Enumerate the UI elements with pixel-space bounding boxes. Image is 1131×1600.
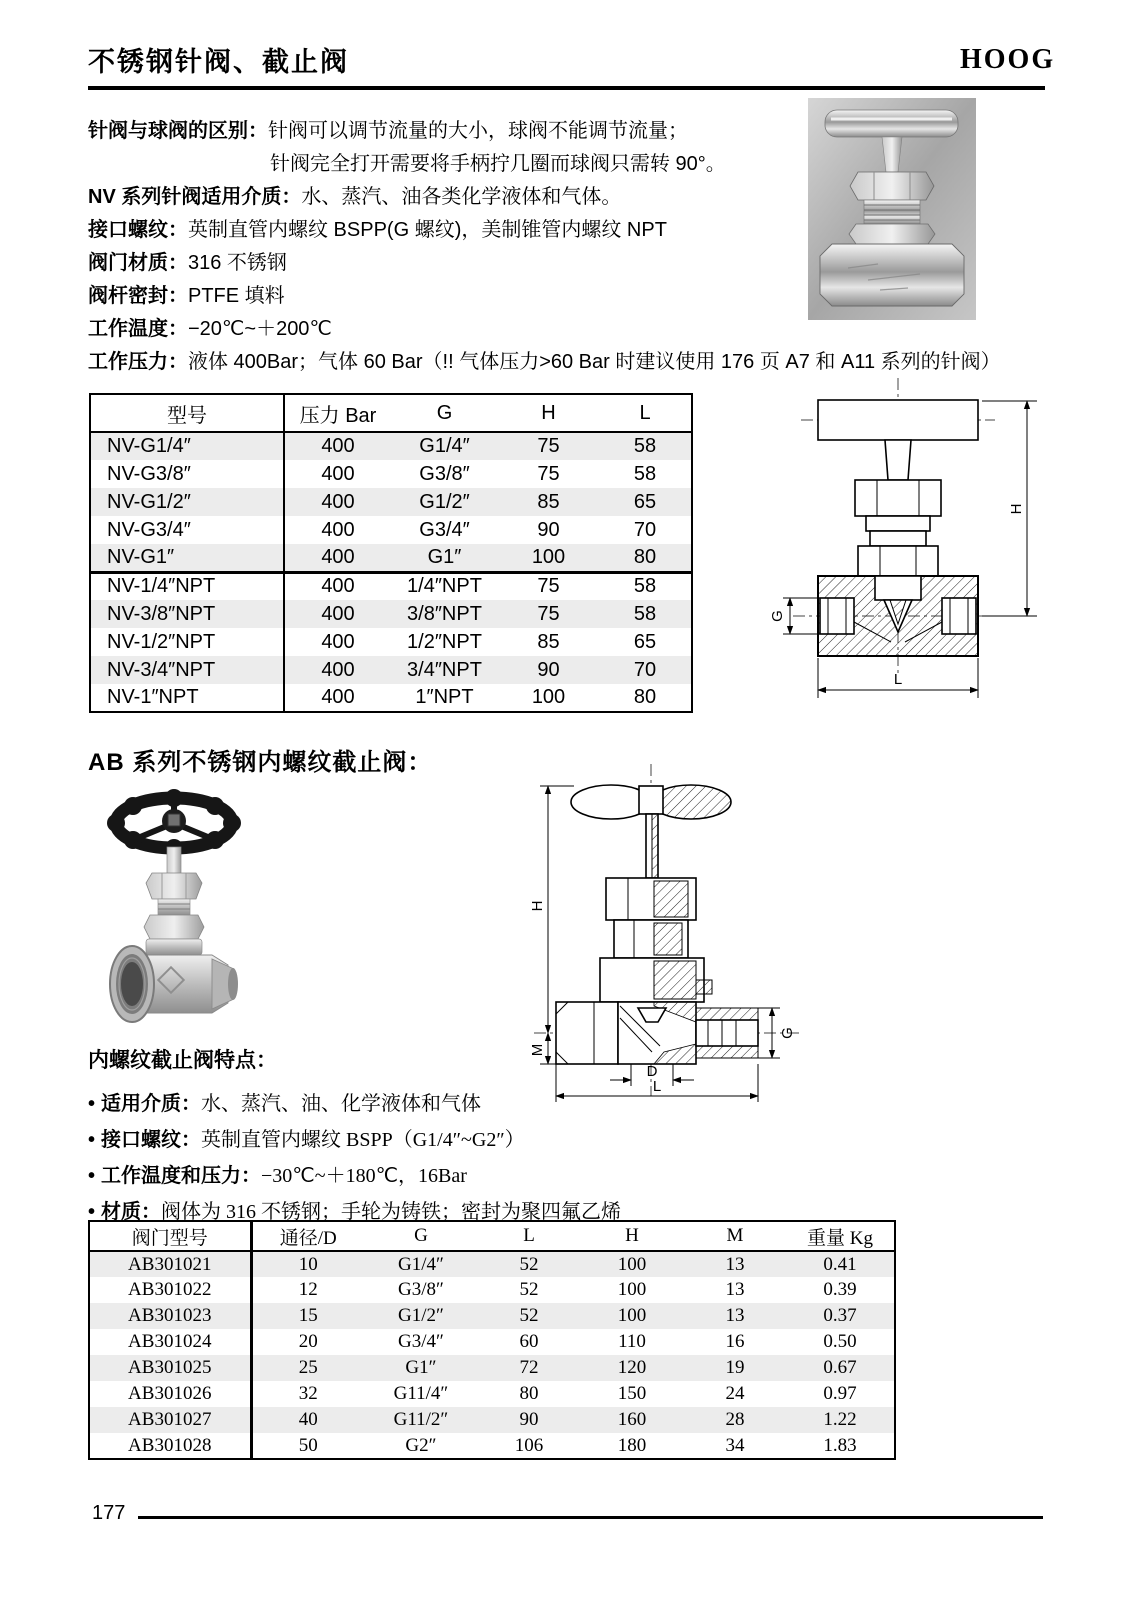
table-cell: G1/2″ — [364, 1303, 478, 1329]
spec-line — [88, 316, 1068, 349]
dim-label-m: M — [529, 1043, 546, 1057]
table-cell: AB301026 — [89, 1381, 251, 1407]
ab-series-table — [88, 1220, 896, 1460]
spec-text: 针阀完全打开需要将手柄拧几圈而球阀只需转 90°。 — [270, 153, 726, 175]
table-row — [90, 544, 692, 572]
table-cell: NV-G3/8″ — [90, 460, 284, 488]
table-cell: 180 — [617, 1434, 647, 1456]
table-cell: 100 — [498, 544, 599, 572]
ab-section-heading: AB 系列不锈钢内螺纹截止阀： — [88, 749, 433, 776]
table-cell: 120 — [580, 1355, 684, 1381]
dim-label-h: H — [529, 900, 546, 912]
table-cell: 20 — [298, 1331, 318, 1352]
table-row — [89, 1433, 895, 1459]
table-cell: 16 — [725, 1331, 745, 1352]
table-cell: AB301023 — [89, 1303, 251, 1329]
valve-body — [820, 244, 964, 306]
feature-item — [88, 1163, 728, 1199]
page-title: 不锈钢针阀、截止阀 — [88, 47, 349, 77]
table-cell: 10 — [251, 1251, 364, 1277]
table-cell: 110 — [618, 1331, 646, 1352]
table-cell: AB301021 — [89, 1251, 251, 1277]
spec-text: 针阀可以调节流量的大小，球阀不能调节流量； — [268, 120, 688, 142]
header-row — [90, 394, 692, 432]
table-row — [89, 1303, 895, 1329]
right-port — [942, 598, 976, 634]
right-port-bore — [696, 1020, 758, 1046]
table-cell: 52 — [478, 1251, 580, 1277]
table-row — [90, 432, 692, 460]
table-cell: 160 — [580, 1407, 684, 1433]
bullet-icon: • — [88, 1093, 96, 1115]
table-cell: 90 — [537, 518, 560, 541]
table-cell: AB301025 — [89, 1355, 251, 1381]
table-cell: 1/4″NPT — [407, 575, 482, 598]
dim-label-h: H — [1008, 503, 1025, 515]
table-row — [90, 656, 692, 684]
table-cell: G3/8″ — [398, 1279, 444, 1300]
table-cell: 400 — [284, 432, 391, 460]
packing-nut — [146, 873, 202, 899]
table-cell: AB301024 — [89, 1329, 251, 1355]
table-cell: 52 — [519, 1279, 539, 1300]
table-cell: G1″ — [391, 544, 498, 572]
table-cell: NV-G1/4″ — [90, 432, 284, 460]
table-cell: 400 — [284, 656, 391, 684]
table-cell: 80 — [519, 1383, 539, 1404]
column-header: G — [364, 1221, 478, 1251]
column-header: 压力 Bar — [284, 394, 391, 432]
feature-text: 英制直管内螺纹 BSPP（G1/4″~G2″） — [201, 1129, 525, 1151]
bonnet-hex — [144, 915, 204, 939]
table-cell: 15 — [251, 1303, 364, 1329]
stem — [167, 847, 181, 875]
table-cell: 0.67 — [786, 1355, 895, 1381]
feature-item — [88, 1091, 728, 1127]
spec-text: 316 不锈钢 — [188, 252, 287, 274]
table-row — [89, 1251, 895, 1277]
table-cell: G3/4″ — [419, 518, 470, 541]
table-cell: 400 — [284, 488, 391, 516]
t-bar-handle — [825, 110, 958, 137]
feature-text: −30℃~＋180℃，16Bar — [261, 1165, 467, 1187]
table-cell: 400 — [284, 600, 391, 628]
bullet-icon: • — [88, 1165, 96, 1187]
dim-label-g: G — [779, 1027, 796, 1039]
nv-series-table — [89, 393, 693, 713]
table-cell: G1/4″ — [391, 432, 498, 460]
bonnet-hex — [849, 224, 935, 244]
table-cell: 80 — [633, 686, 657, 708]
table-cell: 34 — [725, 1434, 745, 1456]
table-cell: G11/4″ — [393, 1383, 449, 1404]
table-row — [90, 516, 692, 544]
spec-label: 阀门材质： — [88, 252, 188, 274]
table-row — [89, 1381, 895, 1407]
column-header: 通径/D — [251, 1221, 364, 1251]
bonnet-hex-section — [858, 546, 938, 576]
table-row — [90, 628, 692, 656]
bullet-icon: • — [88, 1129, 96, 1151]
header-divider — [88, 86, 1045, 90]
table-cell: G1/2″ — [391, 488, 498, 516]
column-header: 重量 Kg — [786, 1221, 895, 1251]
table-cell: G3/8″ — [419, 462, 470, 485]
header-row — [89, 1221, 895, 1251]
table-cell: 100 — [531, 686, 566, 708]
spec-label: NV 系列针阀适用介质： — [88, 186, 302, 208]
table-cell: NV-1/2″NPT — [90, 628, 284, 656]
table-row — [90, 572, 692, 600]
dim-label-l: L — [893, 671, 903, 688]
right-port-wall — [696, 1008, 758, 1020]
table-cell: NV-3/8″NPT — [90, 600, 284, 628]
page-number: 177 — [92, 1502, 126, 1524]
table-cell: 13 — [725, 1279, 745, 1300]
table-cell: 106 — [514, 1434, 544, 1456]
footer-divider — [138, 1516, 1043, 1519]
table-cell: 75 — [498, 600, 599, 628]
table-row — [90, 488, 692, 516]
table-row — [89, 1407, 895, 1433]
table-cell: 0.41 — [786, 1251, 895, 1277]
table-cell: 100 — [617, 1279, 647, 1300]
column-header: G — [391, 394, 498, 432]
packing-nut — [850, 172, 934, 200]
table-cell: 90 — [498, 656, 599, 684]
dim-label-g: G — [769, 610, 786, 622]
spec-text: PTFE 填料 — [188, 285, 285, 307]
table-cell: AB301027 — [89, 1407, 251, 1433]
table-cell: NV-3/4″NPT — [90, 656, 284, 684]
packing-nut-section — [855, 480, 941, 516]
table-cell: 400 — [321, 462, 355, 485]
table-cell: 65 — [633, 630, 657, 653]
table-cell: 3/4″NPT — [391, 656, 498, 684]
table-cell: 65 — [599, 488, 692, 516]
feature-item — [88, 1127, 728, 1163]
table-cell: AB301022 — [89, 1277, 251, 1303]
table-cell: 58 — [599, 600, 692, 628]
table-cell: 1.83 — [823, 1434, 857, 1456]
table-cell: 75 — [498, 432, 599, 460]
table-cell: 32 — [298, 1383, 318, 1404]
table-cell: G11/2″ — [364, 1407, 478, 1433]
table-cell: 1″NPT — [415, 686, 474, 708]
table-cell: NV-G3/4″ — [90, 516, 284, 544]
table-cell: 70 — [599, 656, 692, 684]
column-header: L — [599, 394, 692, 432]
wheel-hub — [639, 786, 663, 814]
bonnet-flange — [146, 939, 202, 955]
feature-label: 材质： — [101, 1201, 162, 1223]
feature-label: 适用介质： — [101, 1093, 202, 1115]
table-cell: 58 — [633, 462, 657, 485]
table-row — [89, 1329, 895, 1355]
table-cell: NV-1″NPT — [90, 684, 284, 712]
table-cell: G2″ — [405, 1434, 437, 1456]
column-header: L — [478, 1221, 580, 1251]
spec-label: 针阀与球阀的区别： — [88, 120, 268, 142]
table-cell: 400 — [321, 630, 355, 653]
ab-features — [88, 1044, 728, 1235]
table-cell: 100 — [580, 1251, 684, 1277]
table-cell: 0.97 — [823, 1383, 857, 1404]
gland — [158, 899, 190, 915]
table-cell: 80 — [599, 544, 692, 572]
table-cell: 58 — [633, 575, 657, 598]
table-cell: 70 — [633, 518, 657, 541]
column-header: M — [684, 1221, 786, 1251]
bullet-icon: • — [88, 1201, 96, 1223]
spec-text: 水、蒸汽、油各类化学液体和气体。 — [301, 186, 622, 208]
spec-label: 阀杆密封： — [88, 285, 188, 307]
table-cell: 0.39 — [823, 1279, 857, 1300]
table-cell: 13 — [684, 1251, 786, 1277]
table-cell: 75 — [537, 462, 560, 485]
needle-valve-photo — [808, 98, 976, 320]
feature-label: 工作温度和压力： — [101, 1165, 262, 1187]
table-cell: 50 — [298, 1434, 318, 1456]
table-cell: G1/4″ — [364, 1251, 478, 1277]
table-cell: 100 — [580, 1303, 684, 1329]
handle-section — [818, 400, 978, 440]
table-cell: 40 — [251, 1407, 364, 1433]
globe-valve-photo — [106, 787, 242, 1027]
table-cell: 400 — [321, 686, 355, 708]
table-cell: 150 — [617, 1383, 647, 1404]
spec-text: 英制直管内螺纹 BSPP(G 螺纹)，美制锥管内螺纹 NPT — [188, 219, 667, 241]
table-row — [90, 684, 692, 712]
feature-text: 水、蒸汽、油、化学液体和气体 — [201, 1093, 482, 1115]
table-cell: 1.22 — [786, 1407, 895, 1433]
spec-label: 工作温度： — [88, 318, 188, 340]
table-row — [90, 600, 692, 628]
stem-section — [885, 440, 911, 480]
table-cell: G1″ — [364, 1355, 478, 1381]
spec-text: −20℃~＋200℃ — [188, 318, 332, 340]
column-header: 阀门型号 — [89, 1221, 251, 1251]
feature-label: 接口螺纹： — [101, 1129, 202, 1151]
table-cell: NV-1/4″NPT — [90, 572, 284, 600]
table-row — [89, 1277, 895, 1303]
table-cell: 85 — [537, 630, 560, 653]
table-cell: 12 — [298, 1279, 318, 1300]
dim-label-d: D — [646, 1063, 658, 1080]
table-cell: 24 — [725, 1383, 745, 1404]
column-header: H — [498, 394, 599, 432]
table-cell: 52 — [478, 1303, 580, 1329]
spec-label: 接口螺纹： — [88, 219, 188, 241]
table-cell: 60 — [519, 1331, 539, 1352]
left-port — [820, 598, 854, 634]
table-row — [90, 460, 692, 488]
table-cell: 85 — [498, 488, 599, 516]
table-cell: 400 — [284, 544, 391, 572]
table-cell: 400 — [321, 518, 355, 541]
brand-logo: HOOG — [960, 44, 1056, 75]
table-cell: 13 — [684, 1303, 786, 1329]
table-cell: 28 — [684, 1407, 786, 1433]
table-cell: 90 — [478, 1407, 580, 1433]
needle-valve-drawing — [763, 372, 1095, 712]
table-cell: 58 — [599, 432, 692, 460]
table-cell: 72 — [478, 1355, 580, 1381]
table-cell: 1/2″NPT — [407, 630, 482, 653]
feature-text: 阀体为 316 不锈钢；手轮为铸铁；密封为聚四氟乙烯 — [161, 1201, 622, 1223]
spec-text: 液体 400Bar；气体 60 Bar（!! 气体压力>60 Bar 时建议使用 176 页 A7 和 A11 系列的针阀） — [188, 351, 1001, 373]
spec-label: 工作压力： — [88, 351, 188, 373]
table-cell: 3/8″NPT — [391, 600, 498, 628]
table-cell: AB301028 — [89, 1433, 251, 1459]
table-cell: 25 — [251, 1355, 364, 1381]
column-header: H — [580, 1221, 684, 1251]
features-heading: 内螺纹截止阀特点： — [88, 1049, 277, 1072]
table-cell: 19 — [684, 1355, 786, 1381]
table-cell: 400 — [321, 575, 355, 598]
table-cell: NV-G1/2″ — [90, 488, 284, 516]
table-cell: 0.37 — [786, 1303, 895, 1329]
table-row — [89, 1355, 895, 1381]
table-cell: 75 — [537, 575, 560, 598]
table-cell: G3/4″ — [398, 1331, 444, 1352]
dim-label-l: L — [652, 1078, 662, 1095]
column-header: 型号 — [90, 394, 284, 432]
table-cell: 0.50 — [823, 1331, 857, 1352]
table-cell: NV-G1″ — [90, 544, 284, 572]
